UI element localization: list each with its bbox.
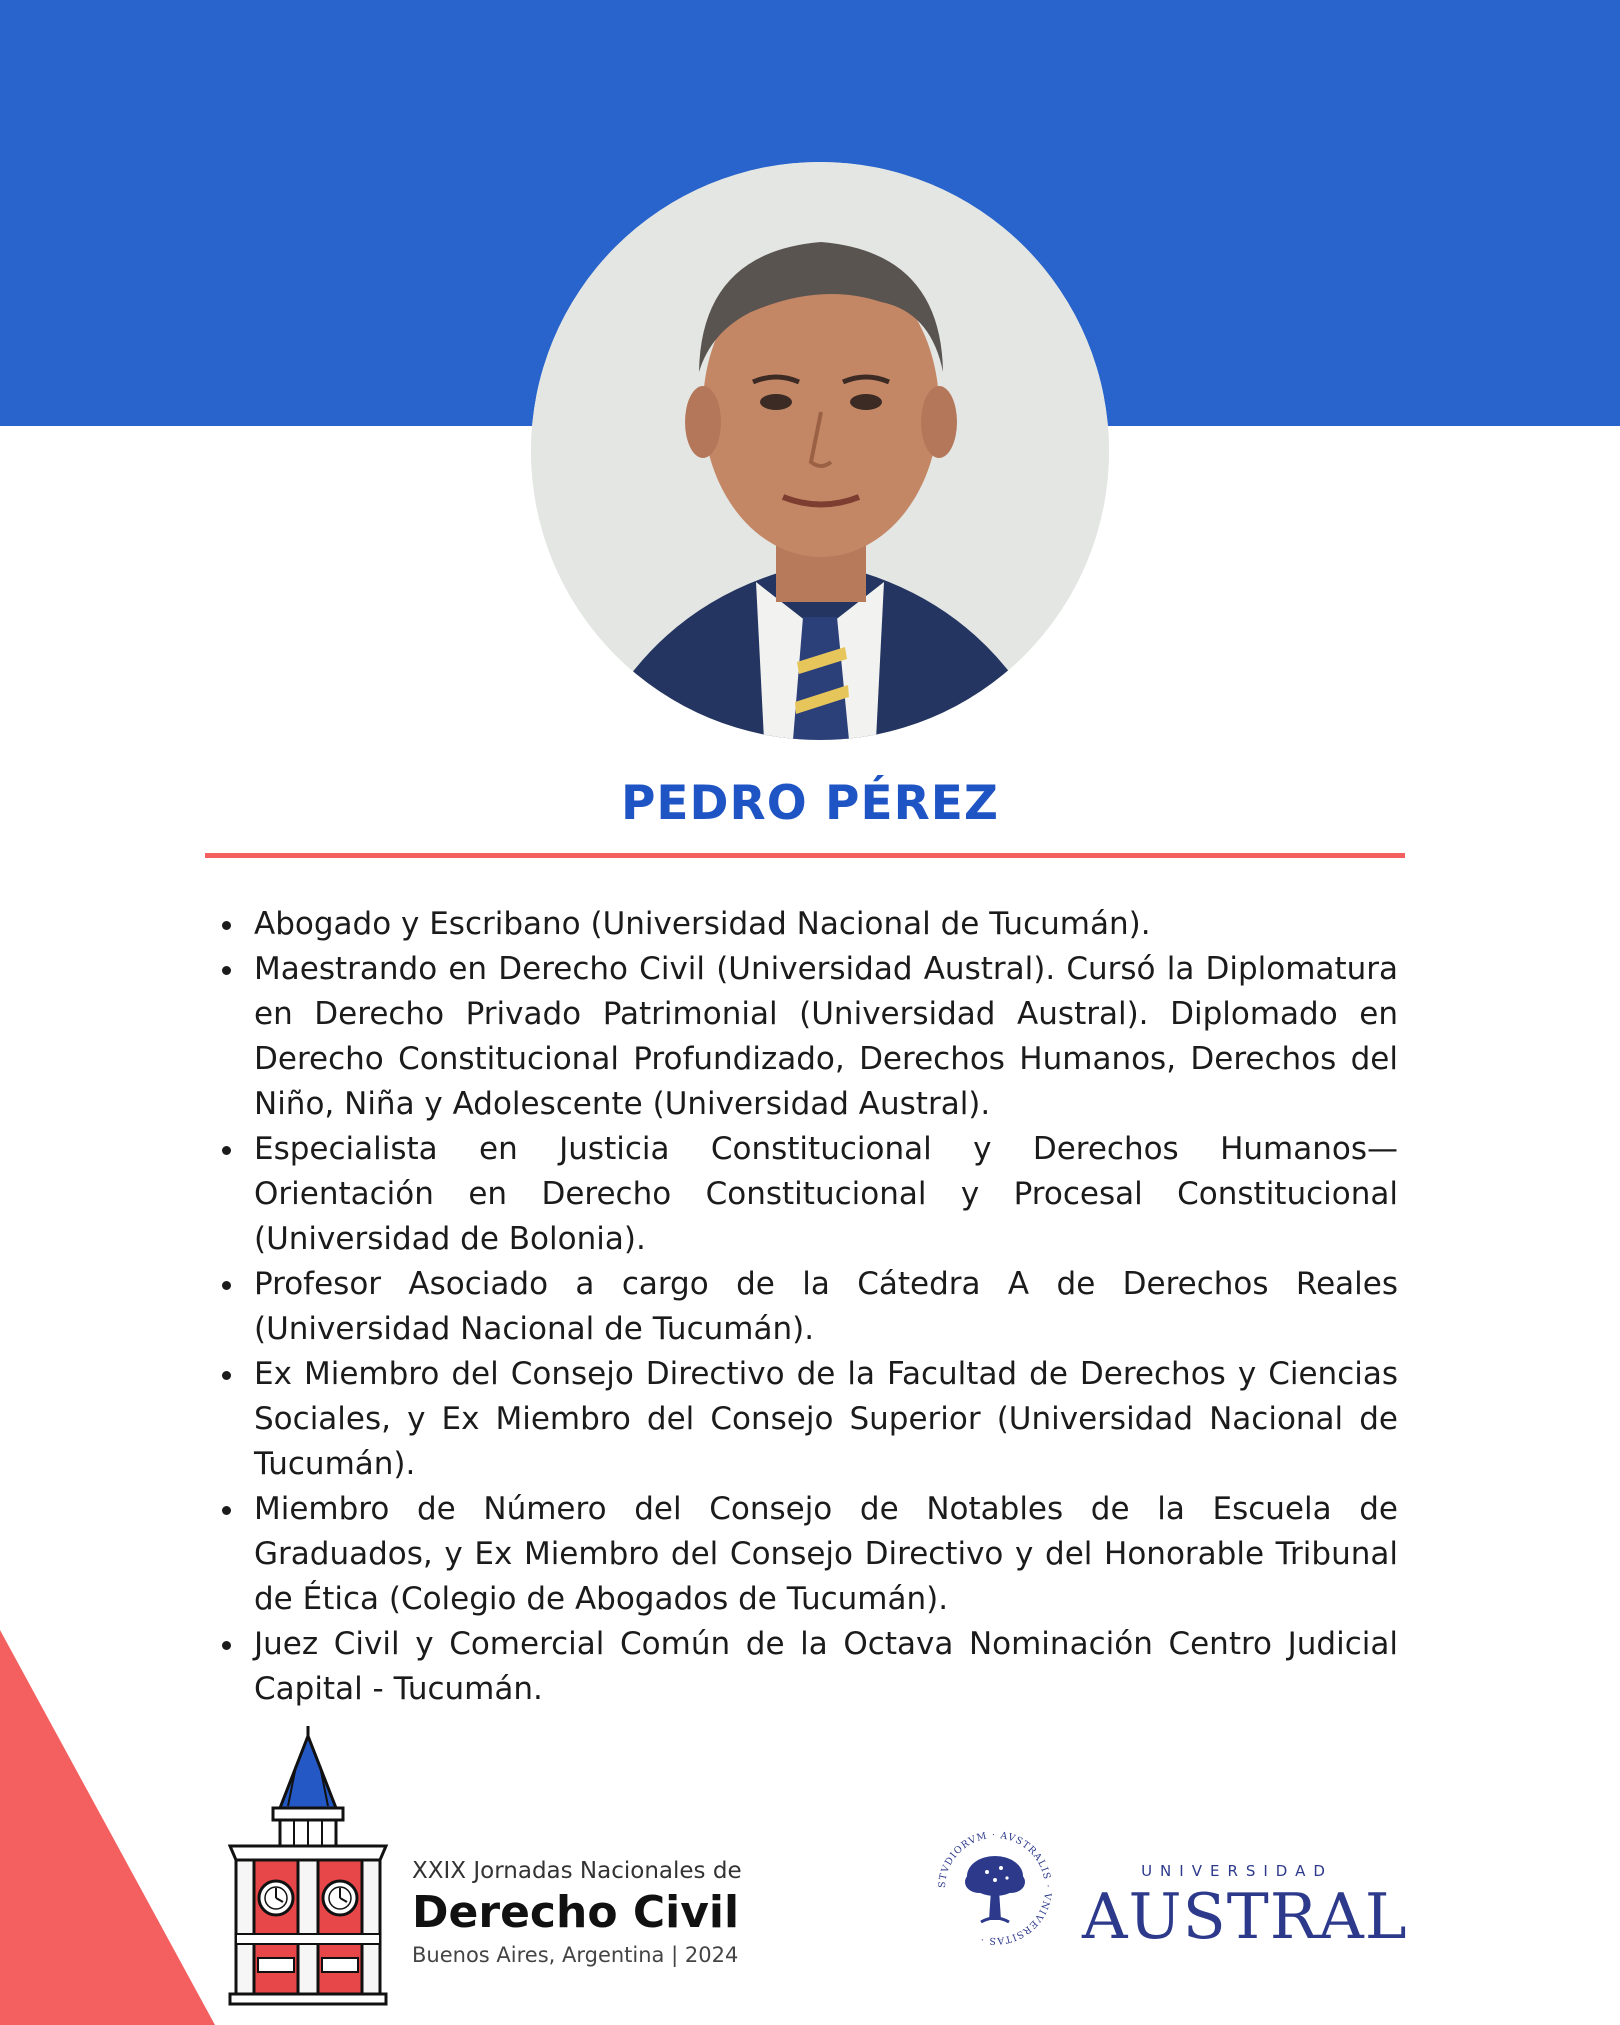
bio-item: Miembro de Número del Consejo de Notables de la Escuela de Graduados, y Ex Miembro del Consejo Directivo y del Honorable Tribunal de Ética (Colegio de Abogados de Tucumán). [212,1487,1398,1622]
svg-text:STVDIORVM · AVSTRALIS · VNIVER: STVDIORVM · AVSTRALIS · VNIVERSITAS · [936,1829,1054,1947]
university-label: UNIVERSIDAD [1141,1862,1333,1880]
event-edition: XXIX Jornadas Nacionales de [412,1858,742,1884]
bio-list [212,902,1398,1712]
event-title-block [412,1856,812,1970]
corner-triangle-decoration [0,1630,215,2025]
profile-photo [531,162,1109,740]
bio-item: Abogado y Escribano (Universidad Nacional de Tucumán). [212,902,1398,947]
bio-item: Maestrando en Derecho Civil (Universidad Austral). Cursó la Diplomatura en Derecho Privado Patrimonial (Universidad Austral). Diplomado en Derecho Constitucional Profundizado, Derechos Humanos, Derechos del Niño, Niña y Adolescente (Universidad Austral). [212,947,1398,1127]
event-location-year: Buenos Aires, Argentina | 2024 [412,1943,739,1967]
portrait-illustration [531,162,1109,740]
bio-item: Profesor Asociado a cargo de la Cátedra A de Derechos Reales (Universidad Nacional de Tucumán). [212,1262,1398,1352]
clock-tower-icon [228,1726,398,2006]
event-name: Derecho Civil [412,1887,740,1938]
bio-item: Juez Civil y Comercial Común de la Octava Nominación Centro Judicial Capital - Tucumán. [212,1622,1398,1712]
university-name: AUSTRAL [1082,1880,1408,1953]
bio-item: Especialista en Justicia Constitucional y Derechos Humanos— Orientación en Derecho Constitucional y Procesal Constitucional (Universidad de Bolonia). [212,1127,1398,1262]
bio-item: Ex Miembro del Consejo Directivo de la Facultad de Derechos y Ciencias Sociales, y Ex Miembro del Consejo Superior (Universidad Nacional de Tucumán). [212,1352,1398,1487]
name-divider [205,853,1405,858]
person-name: PEDRO PÉREZ [620,776,999,831]
tree-seal-icon [935,1828,1055,1948]
